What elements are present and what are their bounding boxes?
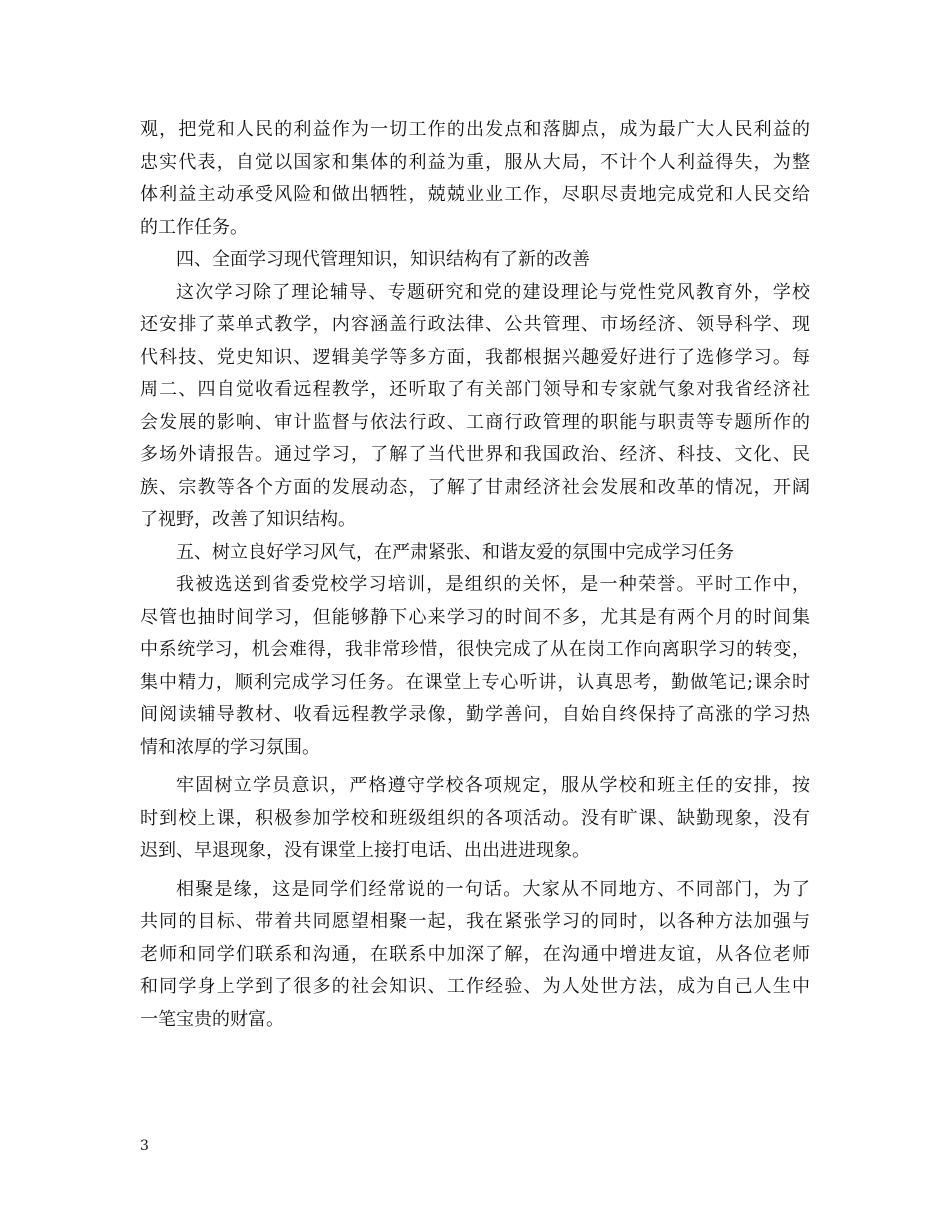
text-line: 观，把党和人民的利益作为一切工作的出发点和落脚点，成为最广大人民利益的 <box>140 119 810 140</box>
text-line: 了视野，改善了知识结构。 <box>140 509 356 530</box>
section-heading <box>140 244 810 277</box>
text-line: 代科技、党史知识、逻辑美学等多方面，我都根据兴趣爱好进行了选修学习。每 <box>140 346 810 368</box>
text-line: 中系统学习，机会难得，我非常珍惜，很快完成了从在岗工作向离职学习的转变， <box>140 639 810 660</box>
text-line: 相聚是缘，这是同学们经常说的一句话。大家从不同地方、不同部门，为了 <box>176 878 810 900</box>
paragraph <box>140 569 810 764</box>
paragraph <box>140 114 810 244</box>
text-line: 老师和同学们联系和沟通，在联系中加深了解，在沟通中增进友谊，从各位老师 <box>140 943 810 965</box>
text-line: 情和浓厚的学习氛围。 <box>140 736 320 758</box>
page-number: 3 <box>140 1138 149 1154</box>
text-line: 体利益主动承受风险和做出牺牲，兢兢业业工作，尽职尽责地完成党和人民交给 <box>140 184 810 205</box>
section-heading-text: 四、全面学习现代管理知识，知识结构有了新的改善 <box>176 249 590 270</box>
text-line: 我被选送到省委党校学习培训，是组织的关怀，是一种荣誉。平时工作中， <box>176 574 810 595</box>
text-line: 周二、四自觉收看远程教学，还听取了有关部门领导和专家就气象对我省经济社 <box>140 379 810 400</box>
section-heading <box>140 537 810 570</box>
text-line: 会发展的影响、审计监督与依法行政、工商行政管理的职能与职责等专题所作的 <box>140 411 810 433</box>
text-line: 忠实代表，自觉以国家和集体的利益为重，服从大局，不计个人利益得失，为整 <box>140 151 810 173</box>
document-body <box>140 114 810 1036</box>
paragraph <box>140 770 810 868</box>
paragraph <box>140 874 810 1037</box>
text-line: 间阅读辅导教材、收看远程教学录像，勤学善问，自始自终保持了高涨的学习热 <box>140 704 810 725</box>
paragraph <box>140 277 810 537</box>
text-line: 这次学习除了理论辅导、专题研究和党的建设理论与党性党风教育外，学校 <box>176 281 810 303</box>
text-line: 和同学身上学到了很多的社会知识、工作经验、为人处世方法，成为自己人生中 <box>140 976 810 997</box>
text-line: 迟到、早退现象，没有课堂上接打电话、出出进进现象。 <box>140 840 590 861</box>
text-line: 还安排了菜单式教学，内容涵盖行政法律、公共管理、市场经济、领导科学、现 <box>140 314 810 335</box>
text-line: 多场外请报告。通过学习，了解了当代世界和我国政治、经济、科技、文化、民 <box>140 444 810 465</box>
text-line: 共同的目标、带着共同愿望相聚一起，我在紧张学习的同时，以各种方法加强与 <box>140 911 810 932</box>
text-line: 时到校上课，积极参加学校和班级组织的各项活动。没有旷课、缺勤现象，没有 <box>140 807 810 829</box>
text-line: 尽管也抽时间学习，但能够静下心来学习的时间不多，尤其是有两个月的时间集 <box>140 606 810 628</box>
text-line: 集中精力，顺利完成学习任务。在课堂上专心听讲，认真思考，勤做笔记;课余时 <box>140 671 810 693</box>
text-line: 的工作任务。 <box>140 216 248 238</box>
text-line: 族、宗教等各个方面的发展动态，了解了甘肃经济社会发展和改革的情况，开阔 <box>140 476 810 498</box>
section-heading-text: 五、树立良好学习风气，在严肃紧张、和谐友爱的氛围中完成学习任务 <box>176 541 734 563</box>
text-line: 牢固树立学员意识，严格遵守学校各项规定，服从学校和班主任的安排，按 <box>176 775 810 796</box>
text-line: 一笔宝贵的财富。 <box>140 1008 284 1030</box>
